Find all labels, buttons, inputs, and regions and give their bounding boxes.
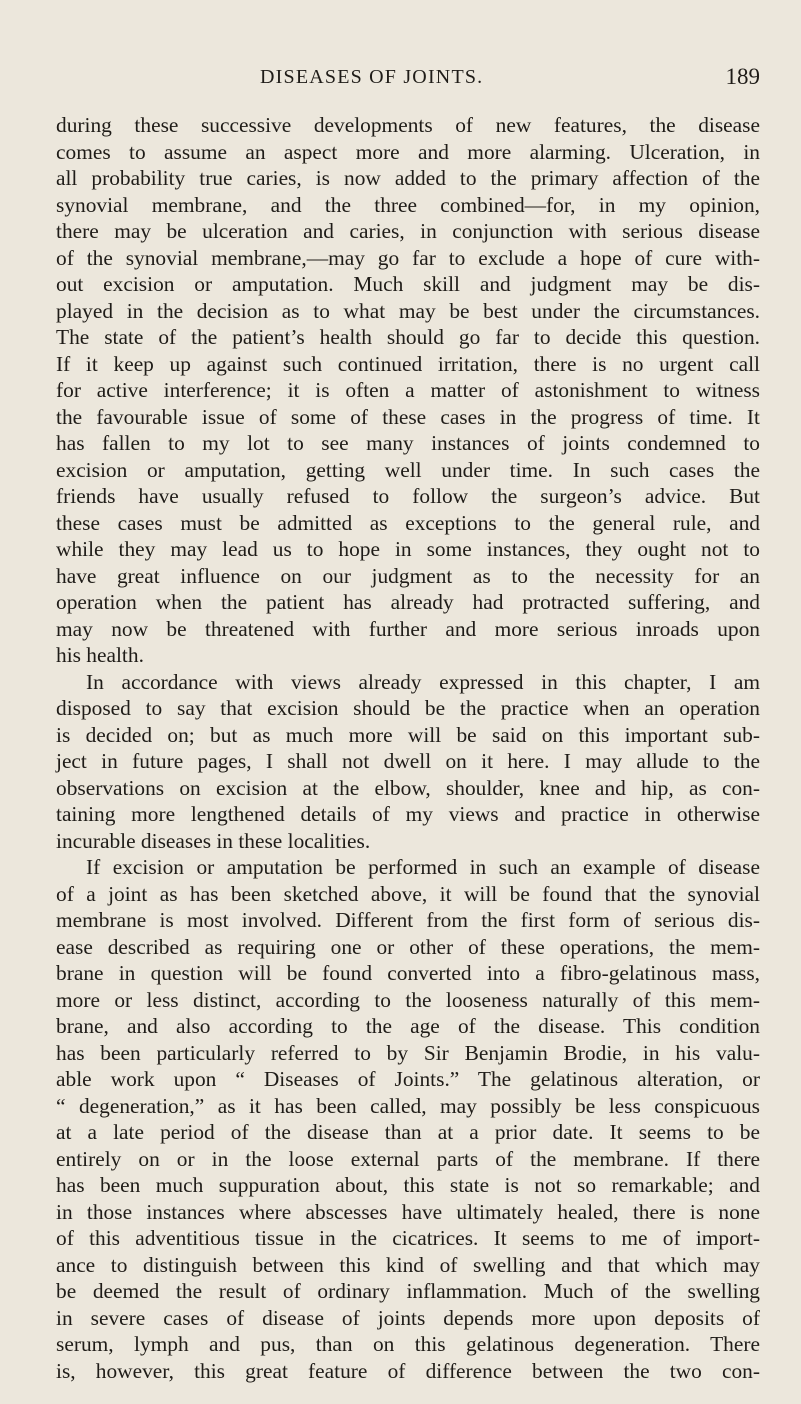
text-line: of the synovial membrane,—may go far to exclude a hope of cure with- xyxy=(56,245,760,270)
text-line: out excision or amputation. Much skill and judgment may be dis- xyxy=(56,272,760,296)
text-line: able work upon “ Diseases of Joints.” The gelatinous alteration, or xyxy=(56,1067,760,1091)
text-line: the favourable issue of some of these cases in the progress of time. It xyxy=(56,404,760,429)
running-head: DISEASES OF JOINTS. xyxy=(260,66,484,88)
text-line: there may be ulceration and caries, in conjunction with serious disease xyxy=(56,219,760,243)
text-line: is, however, this great feature of difference between the two con- xyxy=(56,1358,760,1383)
text-line: serum, lymph and pus, than on this gelatinous degeneration. There xyxy=(56,1332,760,1356)
text-line: all probability true caries, is now added to the primary affection of the xyxy=(56,166,760,190)
text-line: “ degeneration,” as it has been called, may possibly be less conspicuous xyxy=(56,1093,760,1118)
text-line: of this adventitious tissue in the cicatrices. It seems to me of import- xyxy=(56,1226,760,1250)
text-line: excision or amputation, getting well under time. In such cases the xyxy=(56,457,760,482)
paragraph-start: In accordance with views already expressed in this chapter, I am xyxy=(86,669,760,694)
text-line: has been particularly referred to by Sir Benjamin Brodie, in his valu- xyxy=(56,1040,760,1065)
text-line: in those instances where abscesses have ultimately healed, there is none xyxy=(56,1199,760,1224)
text-line: have great influence on our judgment as to the necessity for an xyxy=(56,563,760,588)
text-line: has fallen to my lot to see many instances of joints condemned to xyxy=(56,431,760,455)
body-text xyxy=(56,112,760,1384)
text-line: for active interference; it is often a matter of astonishment to witness xyxy=(56,378,760,402)
text-line: his health. xyxy=(56,643,144,667)
text-line: The state of the patient’s health should go far to decide this question. xyxy=(56,325,760,349)
text-line: entirely on or in the loose external parts of the membrane. If there xyxy=(56,1146,760,1171)
text-line: membrane is most involved. Different from the first form of serious dis- xyxy=(56,908,760,932)
text-line: ject in future pages, I shall not dwell on it here. I may allude to the xyxy=(56,749,760,773)
text-line: may now be threatened with further and more serious inroads upon xyxy=(56,616,760,641)
text-line: If it keep up against such continued irritation, there is no urgent call xyxy=(56,351,760,376)
text-line: of a joint as has been sketched above, it will be found that the synovial xyxy=(56,881,760,906)
text-line: synovial membrane, and the three combined—for, in my opinion, xyxy=(56,192,760,217)
paragraph-start: If excision or amputation be performed in such an example of disease xyxy=(86,855,760,879)
page-header xyxy=(60,66,760,98)
text-line: brane, and also according to the age of the disease. This condition xyxy=(56,1014,760,1038)
text-line: in severe cases of disease of joints depends more upon deposits of xyxy=(56,1305,760,1330)
text-line: at a late period of the disease than at a prior date. It seems to be xyxy=(56,1120,760,1144)
text-line: ance to distinguish between this kind of swelling and that which may xyxy=(56,1252,760,1277)
text-line: comes to assume an aspect more and more alarming. Ulceration, in xyxy=(56,139,760,164)
text-line: incurable diseases in these localities. xyxy=(56,828,371,853)
text-line: disposed to say that excision should be the practice when an operation xyxy=(56,696,760,720)
text-line: friends have usually refused to follow the surgeon’s advice. But xyxy=(56,484,760,508)
text-line: while they may lead us to hope in some instances, they ought not to xyxy=(56,537,760,561)
text-line: operation when the patient has already had protracted suffering, and xyxy=(56,590,760,614)
text-line: these cases must be admitted as exceptions to the general rule, and xyxy=(56,510,760,535)
text-line: played in the decision as to what may be best under the circumstances. xyxy=(56,298,760,323)
text-line: is decided on; but as much more will be said on this important sub- xyxy=(56,722,760,747)
text-line: during these successive developments of new features, the disease xyxy=(56,113,760,137)
text-line: more or less distinct, according to the looseness naturally of this mem- xyxy=(56,987,760,1012)
text-line: ease described as requiring one or other of these operations, the mem- xyxy=(56,934,760,959)
text-line: observations on excision at the elbow, shoulder, knee and hip, as con- xyxy=(56,775,760,800)
text-line: taining more lengthened details of my views and practice in otherwise xyxy=(56,802,760,826)
text-line: brane in question will be found converted into a fibro-gelatinous mass, xyxy=(56,961,760,985)
text-line: be deemed the result of ordinary inflammation. Much of the swelling xyxy=(56,1279,760,1303)
page-number: 189 xyxy=(725,64,760,89)
text-line: has been much suppuration about, this state is not so remarkable; and xyxy=(56,1173,760,1197)
